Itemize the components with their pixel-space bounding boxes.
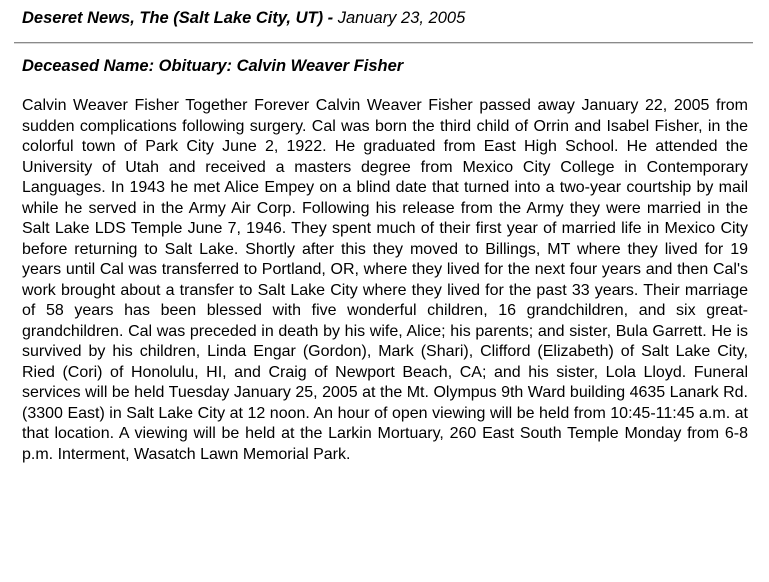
obituary-body: Calvin Weaver Fisher Together Forever Calvin Weaver Fisher passed away January 22, 2005 from sudden complications following surgery. Cal was born the third child of Orrin and Isabel Fisher, in the colorful town of Park City June 2, 1922. He graduated from East High School. He attended the University of Utah and received a masters degree from Mexico City College in Contemporary Languages. In 1943 he met Alice Empey on a blind date that turned into a two-year courtship by mail while he served in the Army Air Corp. Following his release from the Army they were married in the Salt Lake LDS Temple June 7, 1946. They spent much of their first year of married life in Mexico City before returning to Salt Lake. Shortly after this they moved to Billings, MT where they lived for 19 years until Cal was transferred to Portland, OR, where they lived for the next four years and then Cal's work brought about a transfer to Salt Lake City where they lived for the past 33 years. Their marriage of 58 years has been blessed with five wonderful children, 16 grandchildren, and six great-grandchildren. Cal was preceded in death by his wife, Alice; his parents; and sister, Bula Garrett. He is survived by his children, Linda Engar (Gordon), Mark (Shari), Clifford (Elizabeth) of Salt Lake City, Ried (Cori) of Honolulu, HI, and Craig of Newport Beach, CA; and his sister, Lola Lloyd. Funeral services will be held Tuesday January 25, 2005 at the Mt. Olympus 9th Ward building 4635 Lanark Rd. (3300 East) in Salt Lake City at 12 noon. An hour of open viewing will be held from 10:45-11:45 a.m. at that location. A viewing will be held at the Larkin Mortuary, 260 East South Temple Monday from 6-8 p.m. Interment, Wasatch Lawn Memorial Park. xyxy=(22,97,748,463)
publication-name: Deseret News, The (Salt Lake City, UT) xyxy=(22,9,324,27)
header-separator: - xyxy=(323,9,338,27)
deceased-name-heading: Deceased Name: Obituary: Calvin Weaver Fisher xyxy=(22,57,404,75)
article-header xyxy=(22,9,465,28)
publication-date: January 23, 2005 xyxy=(337,9,466,27)
header-divider xyxy=(14,42,753,44)
